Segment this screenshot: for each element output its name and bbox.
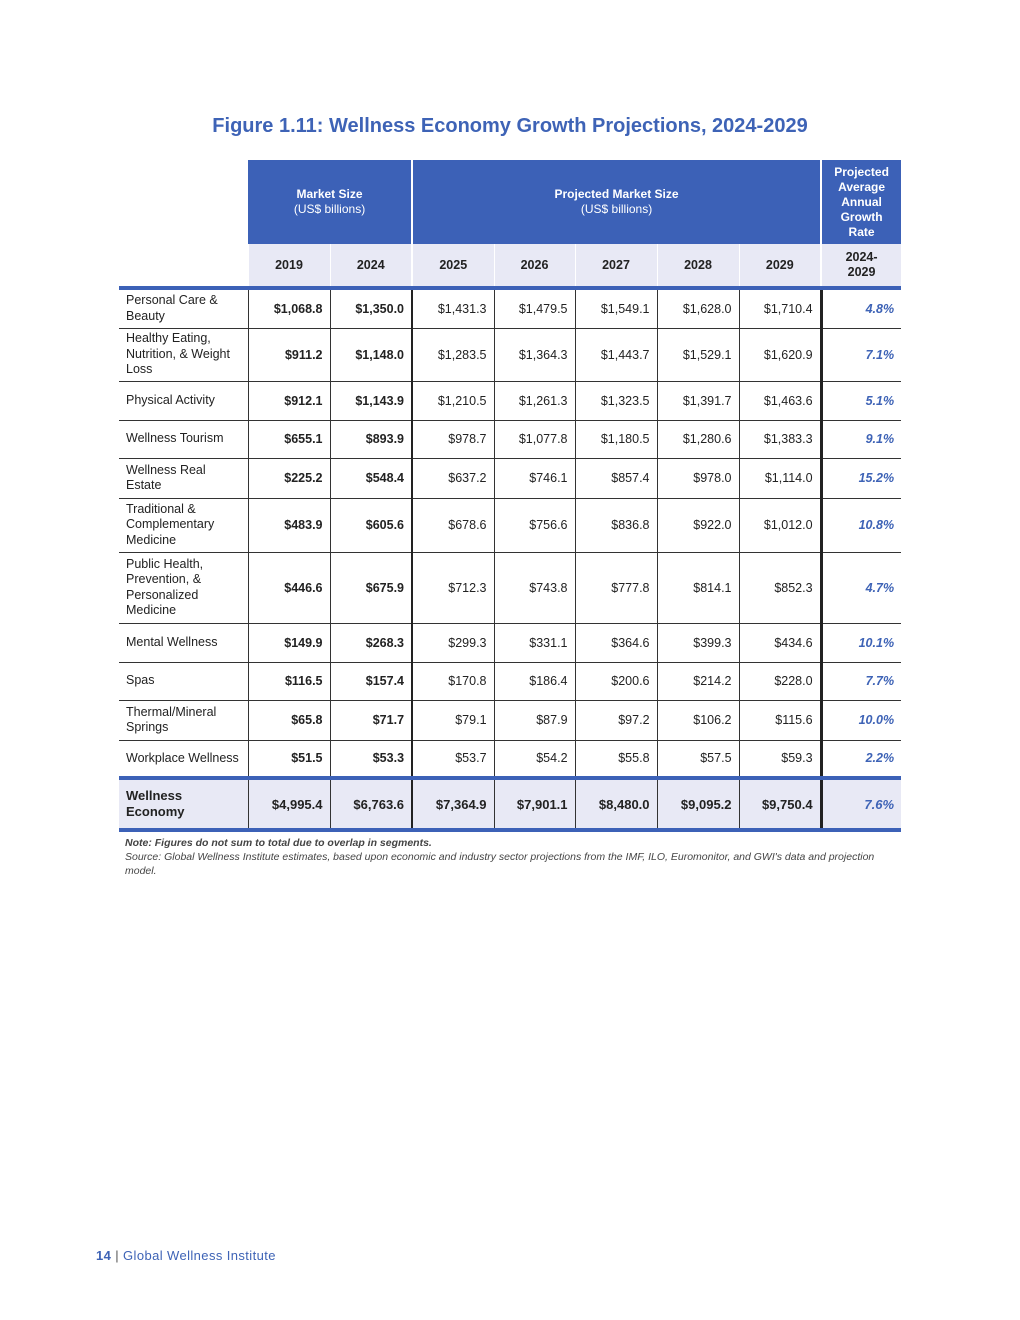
value-cell: $1,280.6 [657,420,739,458]
growth-rate-cell: 2.2% [821,740,901,778]
total-value-cell: $6,763.6 [330,778,412,830]
year-header: 2028 [657,244,739,288]
value-cell: $1,068.8 [248,288,330,328]
value-cell: $1,323.5 [575,381,657,420]
value-cell: $1,283.5 [412,328,494,381]
total-value-cell: $7,901.1 [494,778,575,830]
total-value-cell: $9,750.4 [739,778,821,830]
value-cell: $225.2 [248,458,330,498]
table-row [119,381,901,420]
table-row [119,662,901,700]
note-text: Note: Figures do not sum to total due to overlap in segments. [125,837,432,849]
year-header: 2029 [739,244,821,288]
market-size-header [248,160,412,244]
growth-rate-title: Projected Average Annual Growth Rate [834,164,889,239]
group-header-row [119,160,901,244]
segment-label: Wellness Real Estate [119,458,248,498]
value-cell: $59.3 [739,740,821,778]
total-value-cell: $8,480.0 [575,778,657,830]
year-header: 2024 [330,244,412,288]
value-cell: $548.4 [330,458,412,498]
value-cell: $1,364.3 [494,328,575,381]
value-cell: $364.6 [575,623,657,662]
value-cell: $1,077.8 [494,420,575,458]
table-row [119,552,901,623]
growth-projections-table [119,160,901,832]
growth-rate-cell: 7.1% [821,328,901,381]
segment-label: Wellness Tourism [119,420,248,458]
value-cell: $268.3 [330,623,412,662]
value-cell: $57.5 [657,740,739,778]
year-header: 2026 [494,244,575,288]
market-size-unit: (US$ billions) [293,202,366,216]
growth-rate-cell: 10.8% [821,498,901,552]
table-row [119,328,901,381]
value-cell: $1,180.5 [575,420,657,458]
value-cell: $1,710.4 [739,288,821,328]
year-header: 2025 [412,244,494,288]
value-cell: $399.3 [657,623,739,662]
total-label: Wellness Economy [119,778,248,830]
value-cell: $53.7 [412,740,494,778]
projected-market-size-unit: (US$ billions) [580,202,653,216]
header-blank [119,244,248,288]
value-cell: $911.2 [248,328,330,381]
year-header-row [119,244,901,288]
page-number: 14 [96,1248,112,1263]
segment-label: Healthy Eating, Nutrition, & Weight Loss [119,328,248,381]
table-row [119,623,901,662]
rate-period-header: 2024-2029 [821,244,901,288]
value-cell: $655.1 [248,420,330,458]
value-cell: $170.8 [412,662,494,700]
growth-rate-header [821,160,901,244]
value-cell: $777.8 [575,552,657,623]
total-value-cell: $9,095.2 [657,778,739,830]
value-cell: $857.4 [575,458,657,498]
value-cell: $1,620.9 [739,328,821,381]
value-cell: $712.3 [412,552,494,623]
value-cell: $65.8 [248,700,330,740]
value-cell: $978.7 [412,420,494,458]
value-cell: $79.1 [412,700,494,740]
value-cell: $978.0 [657,458,739,498]
segment-label: Physical Activity [119,381,248,420]
source-text: Source: Global Wellness Institute estimates, based upon economic and industry sector projections from the IMF, ILO, Euromonitor, and GWI's data and projection model. [125,851,875,877]
value-cell: $1,210.5 [412,381,494,420]
value-cell: $1,383.3 [739,420,821,458]
value-cell: $115.6 [739,700,821,740]
value-cell: $675.9 [330,552,412,623]
value-cell: $743.8 [494,552,575,623]
value-cell: $149.9 [248,623,330,662]
value-cell: $157.4 [330,662,412,700]
value-cell: $55.8 [575,740,657,778]
value-cell: $605.6 [330,498,412,552]
segment-label: Spas [119,662,248,700]
growth-rate-cell: 10.0% [821,700,901,740]
year-header: 2019 [248,244,330,288]
table-notes [125,836,885,878]
value-cell: $1,529.1 [657,328,739,381]
total-growth-rate-cell: 7.6% [821,778,901,830]
segment-label: Thermal/Mineral Springs [119,700,248,740]
segment-label: Workplace Wellness [119,740,248,778]
value-cell: $922.0 [657,498,739,552]
value-cell: $87.9 [494,700,575,740]
value-cell: $1,443.7 [575,328,657,381]
value-cell: $1,148.0 [330,328,412,381]
value-cell: $214.2 [657,662,739,700]
value-cell: $1,143.9 [330,381,412,420]
value-cell: $1,114.0 [739,458,821,498]
value-cell: $1,628.0 [657,288,739,328]
total-row [119,778,901,830]
year-header: 2027 [575,244,657,288]
value-cell: $1,391.7 [657,381,739,420]
value-cell: $200.6 [575,662,657,700]
segment-label: Traditional & Complementary Medicine [119,498,248,552]
value-cell: $299.3 [412,623,494,662]
segment-label: Public Health, Prevention, & Personalized Medicine [119,552,248,623]
value-cell: $746.1 [494,458,575,498]
value-cell: $331.1 [494,623,575,662]
segment-label: Personal Care & Beauty [119,288,248,328]
table-row [119,288,901,328]
projected-market-size-header [412,160,821,244]
value-cell: $228.0 [739,662,821,700]
page-footer [96,1248,276,1263]
value-cell: $637.2 [412,458,494,498]
figure-title: Figure 1.11: Wellness Economy Growth Projections, 2024-2029 [212,115,808,137]
table-row [119,420,901,458]
projected-market-size-title: Projected Market Size [554,187,679,201]
table-row [119,740,901,778]
value-cell: $483.9 [248,498,330,552]
value-cell: $756.6 [494,498,575,552]
value-cell: $836.8 [575,498,657,552]
value-cell: $1,463.6 [739,381,821,420]
total-value-cell: $7,364.9 [412,778,494,830]
value-cell: $446.6 [248,552,330,623]
value-cell: $678.6 [412,498,494,552]
growth-rate-cell: 4.8% [821,288,901,328]
value-cell: $106.2 [657,700,739,740]
value-cell: $1,431.3 [412,288,494,328]
value-cell: $97.2 [575,700,657,740]
value-cell: $1,479.5 [494,288,575,328]
value-cell: $852.3 [739,552,821,623]
value-cell: $51.5 [248,740,330,778]
growth-rate-cell: 4.7% [821,552,901,623]
value-cell: $814.1 [657,552,739,623]
footer-org: Global Wellness Institute [123,1248,276,1263]
value-cell: $71.7 [330,700,412,740]
value-cell: $434.6 [739,623,821,662]
growth-rate-cell: 5.1% [821,381,901,420]
segment-label: Mental Wellness [119,623,248,662]
growth-rate-cell: 7.7% [821,662,901,700]
total-value-cell: $4,995.4 [248,778,330,830]
growth-rate-cell: 9.1% [821,420,901,458]
value-cell: $53.3 [330,740,412,778]
value-cell: $1,012.0 [739,498,821,552]
table-row [119,700,901,740]
table-row [119,458,901,498]
value-cell: $186.4 [494,662,575,700]
value-cell: $1,350.0 [330,288,412,328]
value-cell: $1,549.1 [575,288,657,328]
growth-rate-cell: 10.1% [821,623,901,662]
footer-separator: | [115,1248,120,1263]
value-cell: $1,261.3 [494,381,575,420]
header-blank [119,160,248,244]
growth-rate-cell: 15.2% [821,458,901,498]
table-row [119,498,901,552]
value-cell: $54.2 [494,740,575,778]
value-cell: $912.1 [248,381,330,420]
value-cell: $116.5 [248,662,330,700]
value-cell: $893.9 [330,420,412,458]
market-size-title: Market Size [296,187,363,201]
